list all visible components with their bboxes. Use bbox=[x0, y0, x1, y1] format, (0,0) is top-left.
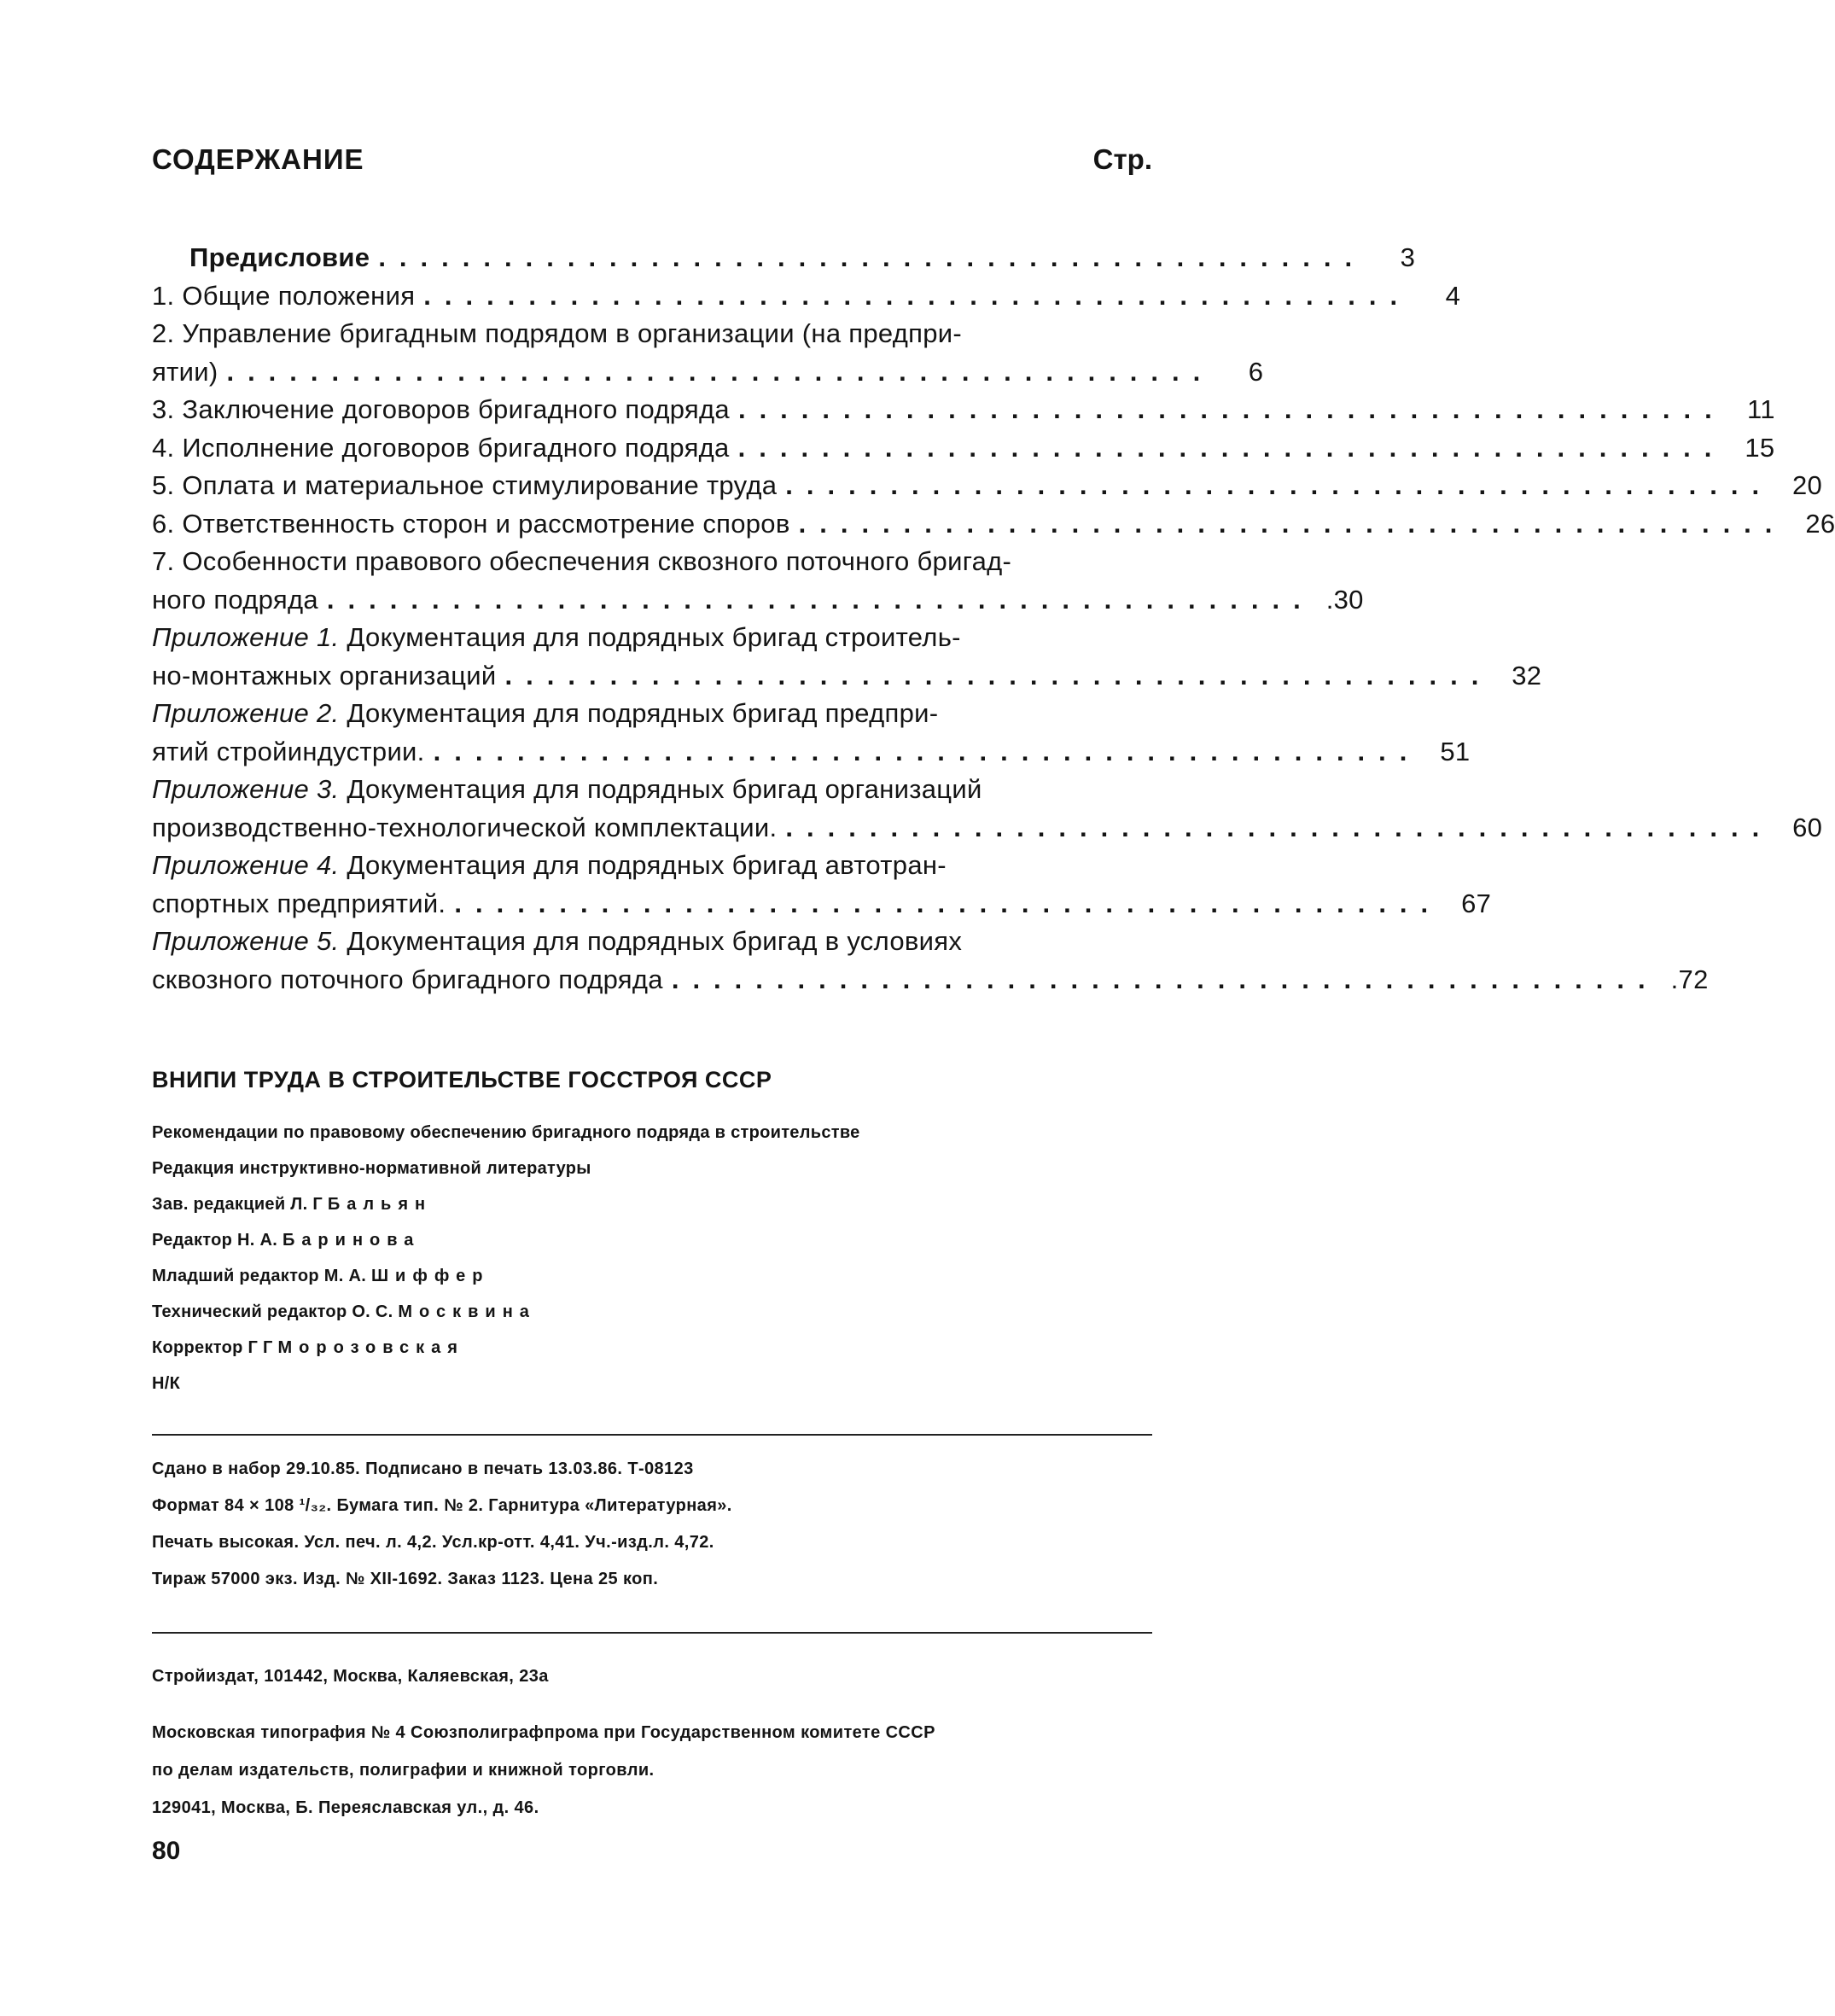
role-label: Редактор Н. А. bbox=[152, 1231, 278, 1250]
imprint-tech-editor bbox=[152, 1294, 1152, 1330]
toc-leader-dots: ............................................... bbox=[226, 356, 1215, 387]
imprint-organization: ВНИПИ ТРУДА В СТРОИТЕЛЬСТВЕ ГОССТРОЯ СССР bbox=[152, 1067, 772, 1092]
toc-entry-page: 11 bbox=[1746, 394, 1775, 424]
toc-entry-6 bbox=[152, 505, 1835, 544]
toc-leader-dots: ............................................... bbox=[326, 584, 1314, 615]
imprint-block bbox=[152, 1067, 1152, 1401]
toc-entry-text: 6. Ответственность сторон и рассмотрение споров bbox=[152, 508, 790, 539]
toc-entry-text: Документация для подрядных бригад автотран- bbox=[347, 850, 947, 880]
toc-entry-text: 4. Исполнение договоров бригадного подряда bbox=[152, 432, 730, 463]
toc-entry-page: 67 bbox=[1461, 888, 1492, 918]
toc-leader-dots: ............................................... bbox=[423, 280, 1412, 311]
toc-entry-continuation: ятий стройиндустрии. bbox=[152, 736, 425, 766]
toc-leader-dots: ............................................... bbox=[454, 888, 1442, 918]
toc-entry-text: Документация для подрядных бригад предпри- bbox=[347, 698, 939, 728]
imprint-corrector bbox=[152, 1330, 1152, 1366]
print-data-line: Печать высокая. Усл. печ. л. 4,2. Усл.кр-отт. 4,41. Уч.-изд.л. 4,72. bbox=[152, 1533, 714, 1552]
toc-entry-page: 4 bbox=[1445, 280, 1461, 311]
toc-entry-appendix-3-continuation bbox=[152, 809, 1823, 848]
print-data-line: Сдано в набор 29.10.85. Подписано в печать 13.03.86. Т-08123 bbox=[152, 1460, 694, 1478]
toc-leader-dots: ............................................... bbox=[378, 242, 1366, 272]
toc-entry-page: 6 bbox=[1248, 356, 1264, 387]
toc-entry-continuation: производственно-технологической комплектации. bbox=[152, 812, 778, 842]
person-name: Морозовская bbox=[277, 1338, 464, 1357]
printer-address: 129041, Москва, Б. Переяславская ул., д. 46. bbox=[152, 1798, 539, 1817]
toc-entry-appendix-4-continuation bbox=[152, 885, 1492, 924]
toc-entry-appendix-2 bbox=[152, 695, 1152, 733]
toc-entry-3 bbox=[152, 391, 1775, 429]
print-data-line: Формат 84 × 108 ¹/₃₂. Бумага тип. № 2. Гарнитура «Литературная». bbox=[152, 1496, 732, 1515]
person-name: Бальян bbox=[327, 1195, 433, 1214]
toc-entry-text: Документация для подрядных бригад в условиях bbox=[347, 926, 963, 956]
person-name: Баринова bbox=[282, 1231, 421, 1250]
toc-leader-dots: ............................................... bbox=[785, 470, 1774, 500]
toc-entry-2 bbox=[152, 315, 1152, 353]
toc-entry-page: .30 bbox=[1325, 584, 1364, 615]
toc-entry-continuation: ного подряда bbox=[152, 584, 318, 615]
toc-entry-page: 32 bbox=[1512, 660, 1542, 690]
toc-entry-appendix-3 bbox=[152, 771, 1152, 809]
imprint-book-title: Рекомендации по правовому обеспечению бригадного подряда в строительстве bbox=[152, 1123, 860, 1142]
toc-entry-5 bbox=[152, 467, 1823, 505]
toc-entry-text: Предисловие bbox=[189, 242, 370, 272]
print-data-line: Тираж 57000 экз. Изд. № XII-1692. Заказ 1123. Цена 25 коп. bbox=[152, 1570, 659, 1588]
toc-entry-text: Документация для подрядных бригад организаций bbox=[347, 774, 982, 804]
toc-entry-text: Документация для подрядных бригад строитель- bbox=[347, 622, 961, 652]
printer-line: Московская типография № 4 Союзполиграфпрома при Государственном комитете СССР bbox=[152, 1723, 935, 1742]
publisher-address: Стройиздат, 101442, Москва, Каляевская, 23а bbox=[152, 1667, 549, 1686]
toc-entry-preface bbox=[152, 239, 1416, 277]
toc-page-label: Стр. bbox=[1092, 143, 1152, 175]
toc-entry-page: 26 bbox=[1805, 508, 1835, 539]
toc-leader-dots: ............................................... bbox=[737, 394, 1726, 424]
toc-entry-continuation: но-монтажных организаций bbox=[152, 660, 497, 690]
appendix-label: Приложение 5. bbox=[152, 926, 340, 956]
role-label: Зав. редакцией Л. Г bbox=[152, 1195, 323, 1214]
toc-leader-dots: ............................................... bbox=[433, 736, 1421, 766]
person-name: Шиффер bbox=[370, 1267, 490, 1285]
toc-leader-dots: ............................................... bbox=[504, 660, 1493, 690]
appendix-label: Приложение 4. bbox=[152, 850, 340, 880]
toc-entry-text: 5. Оплата и материальное стимулирование труда bbox=[152, 470, 778, 500]
toc-entry-page: .72 bbox=[1670, 964, 1709, 994]
toc-title: СОДЕРЖАНИЕ bbox=[152, 143, 364, 175]
toc-entry-text: 1. Общие положения bbox=[152, 280, 416, 311]
toc-entry-7 bbox=[152, 543, 1152, 581]
toc-entry-1 bbox=[152, 277, 1461, 316]
appendix-label: Приложение 2. bbox=[152, 698, 340, 728]
print-data-block bbox=[152, 1451, 1152, 1598]
toc-leader-dots: ............................................... bbox=[671, 964, 1659, 994]
toc-entry-appendix-5-continuation bbox=[152, 961, 1709, 999]
toc-entry-continuation: сквозного поточного бригадного подряда bbox=[152, 964, 663, 994]
toc-entry-text: 2. Управление бригадным подрядом в организации (на предпри- bbox=[152, 318, 963, 348]
printer-line: по делам издательств, полиграфии и книжной торговли. bbox=[152, 1761, 655, 1780]
person-name: Москвина bbox=[398, 1302, 536, 1321]
toc-entry-page: 60 bbox=[1792, 812, 1823, 842]
publisher-block bbox=[152, 1658, 1152, 1827]
toc-entry-text: 7. Особенности правового обеспечения сквозного поточного бригад- bbox=[152, 546, 1012, 576]
toc-entry-appendix-1-continuation bbox=[152, 657, 1542, 696]
toc-entry-continuation: спортных предприятий. bbox=[152, 888, 446, 918]
toc-leader-dots: ............................................... bbox=[785, 812, 1774, 842]
imprint-junior-editor bbox=[152, 1258, 1152, 1294]
toc-leader-dots: ............................................... bbox=[798, 508, 1786, 539]
table-of-contents bbox=[152, 239, 1835, 999]
toc-entry-appendix-1 bbox=[152, 619, 1152, 657]
appendix-label: Приложение 1. bbox=[152, 622, 340, 652]
toc-leader-dots: ............................................... bbox=[737, 432, 1726, 463]
toc-header bbox=[152, 143, 1152, 195]
divider-rule bbox=[152, 1434, 1152, 1436]
toc-entry-appendix-4 bbox=[152, 847, 1152, 885]
toc-entry-2-continuation bbox=[152, 353, 1264, 392]
toc-entry-7-continuation bbox=[152, 581, 1364, 620]
toc-entry-page: 3 bbox=[1400, 242, 1416, 272]
toc-entry-4 bbox=[152, 429, 1775, 468]
role-label: Младший редактор М. А. bbox=[152, 1267, 367, 1285]
toc-entry-continuation: ятии) bbox=[152, 356, 218, 387]
toc-entry-page: 20 bbox=[1792, 470, 1823, 500]
page-number: 80 bbox=[152, 1837, 181, 1865]
role-label: Технический редактор О. С. bbox=[152, 1302, 393, 1321]
toc-entry-page: 15 bbox=[1745, 432, 1775, 463]
divider-rule bbox=[152, 1632, 1152, 1634]
toc-entry-appendix-2-continuation bbox=[152, 733, 1471, 772]
imprint-code: Н/К bbox=[152, 1374, 181, 1393]
imprint-editor bbox=[152, 1222, 1152, 1258]
toc-entry-text: 3. Заключение договоров бригадного подряда bbox=[152, 394, 730, 424]
imprint-edition-office: Редакция инструктивно-нормативной литературы bbox=[152, 1159, 591, 1178]
role-label: Корректор Г Г bbox=[152, 1338, 273, 1357]
appendix-label: Приложение 3. bbox=[152, 774, 340, 804]
imprint-head-editor bbox=[152, 1186, 1152, 1222]
toc-entry-appendix-5 bbox=[152, 923, 1152, 961]
toc-entry-page: 51 bbox=[1440, 736, 1471, 766]
